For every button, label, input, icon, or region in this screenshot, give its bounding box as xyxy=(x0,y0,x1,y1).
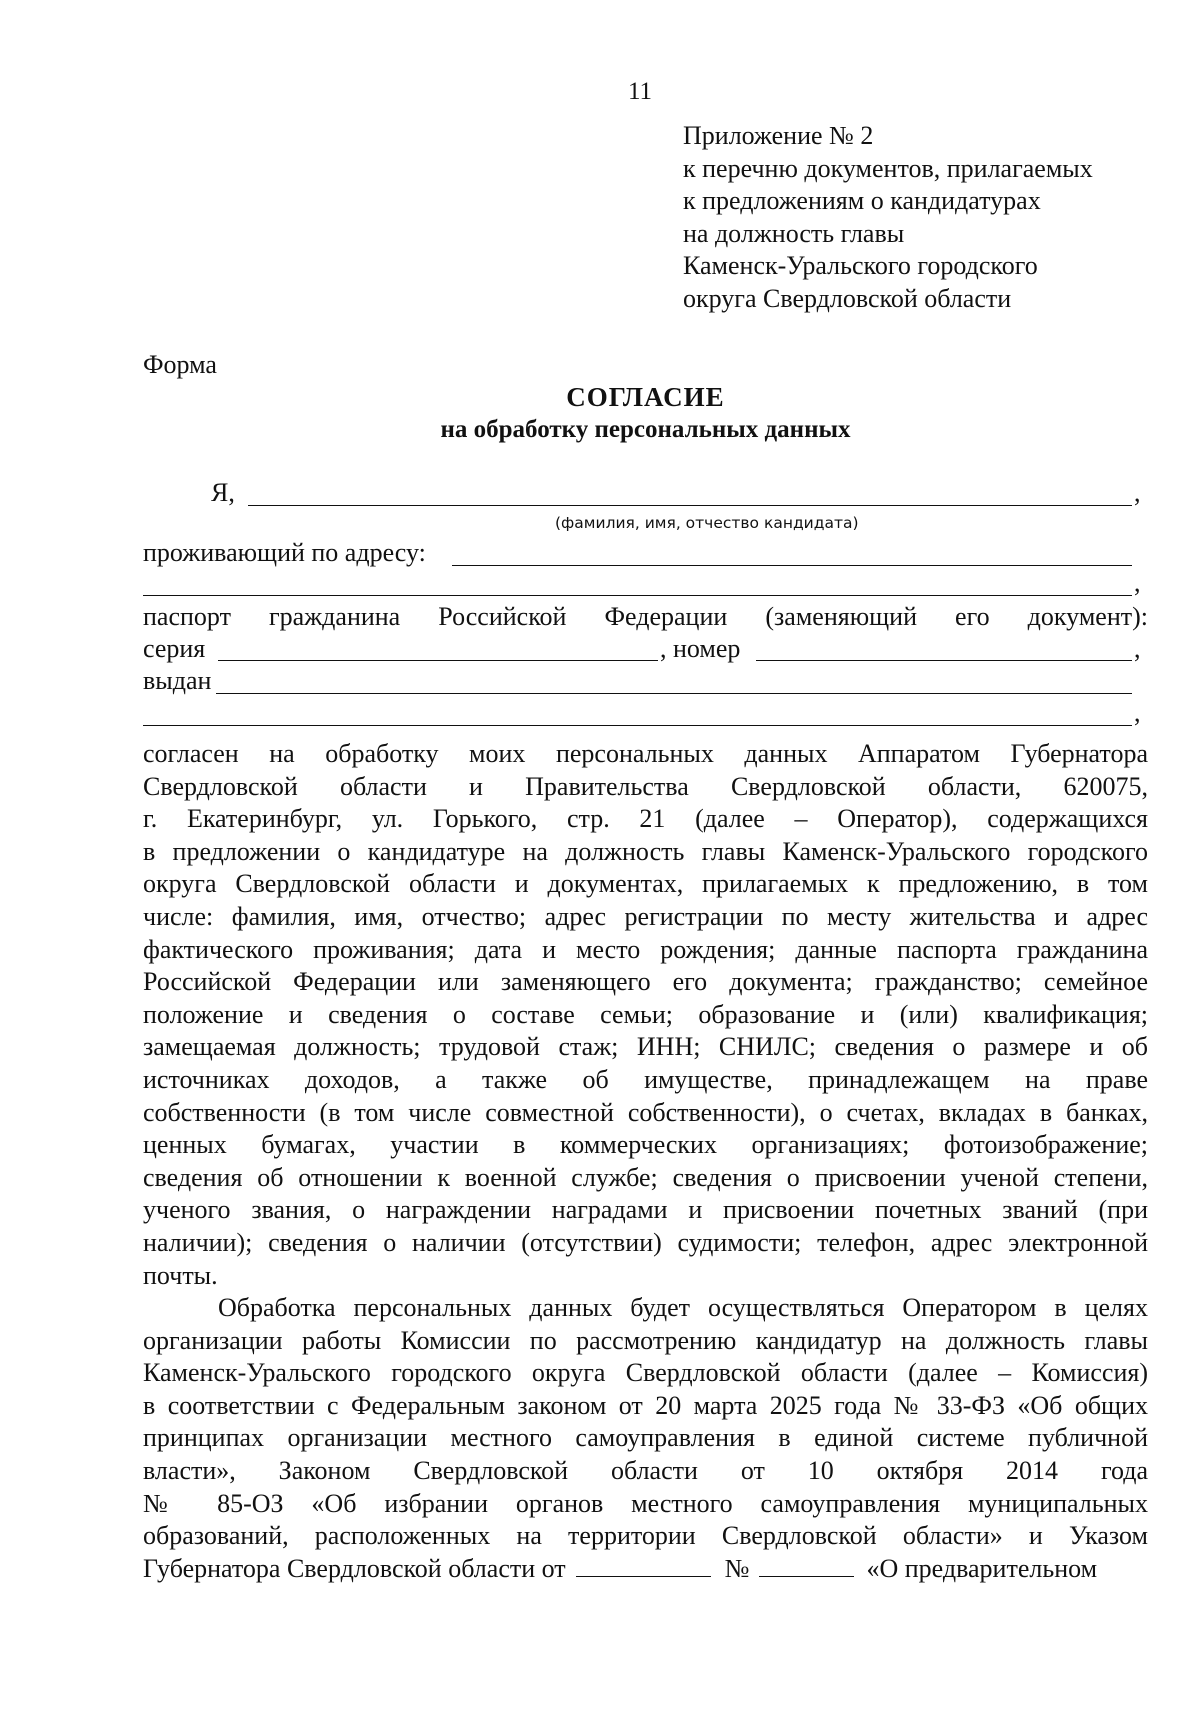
comma: , xyxy=(1134,698,1141,727)
number-label: , номер xyxy=(660,634,741,663)
last-line-part-b: № xyxy=(724,1553,750,1583)
form-label: Форма xyxy=(143,350,217,379)
body-line: организации работы Комиссии по рассмотрению кандидатур на должность главы xyxy=(143,1325,1148,1355)
ya-label: Я, xyxy=(211,478,235,507)
body-line: принципах организации местного самоуправления в единой системе публичной xyxy=(143,1423,1148,1453)
issued-blank-line-2[interactable] xyxy=(143,725,1132,726)
annex-line: к предложениям о кандидатурах xyxy=(683,186,1041,215)
body-line: ученого звания, о награждении наградами и присвоении почетных званий (при xyxy=(143,1195,1148,1225)
comma: , xyxy=(1134,634,1141,663)
last-line-part-a: Губернатора Свердловской области от xyxy=(143,1553,566,1583)
document-title: СОГЛАСИЕ xyxy=(566,382,725,412)
body-line: в соответствии с Федеральным законом от 20 марта 2025 года № 33-ФЗ «Об общих xyxy=(143,1390,1148,1420)
series-label: серия xyxy=(143,634,206,663)
annex-line: Приложение № 2 xyxy=(683,121,874,150)
body-line: власти», Законом Свердловской области от 10 октября 2014 года xyxy=(143,1456,1148,1486)
last-line-part-c: «О предварительном xyxy=(866,1553,1098,1583)
series-blank-line[interactable] xyxy=(218,660,658,661)
body-line: в предложении о кандидатуре на должность главы Каменск-Уральского городского xyxy=(143,836,1148,866)
body-line: сведения об отношении к военной службе; сведения о присвоении ученой степени, xyxy=(143,1162,1148,1192)
passport-label: паспорт гражданина Российской Федерации (заменяющий его документ): xyxy=(143,602,1148,631)
annex-line: Каменск-Уральского городского xyxy=(683,251,1038,280)
address-label: проживающий по адресу: xyxy=(143,538,426,567)
body-line: образований, расположенных на территории Свердловской области» и Указом xyxy=(143,1521,1148,1551)
body-line: Российской Федерации или заменяющего его документа; гражданство; семейное xyxy=(143,967,1148,997)
body-line: Каменск-Уральского городского округа Свердловской области (далее – Комиссия) xyxy=(143,1358,1148,1388)
address-blank-line[interactable] xyxy=(452,565,1132,566)
body-line: Свердловской области и Правительства Свердловской области, 620075, xyxy=(143,771,1148,801)
annex-line: округа Свердловской области xyxy=(683,283,1012,313)
body-line: № 85-ОЗ «Об избрании органов местного самоуправления муниципальных xyxy=(143,1488,1148,1518)
address-blank-line-2[interactable] xyxy=(143,595,1132,596)
body-line: собственности (в том числе совместной собственности), о счетах, вкладах в банках, xyxy=(143,1097,1148,1127)
decree-date-blank[interactable] xyxy=(576,1554,711,1577)
body-line: согласен на обработку моих персональных данных Аппаратом Губернатора xyxy=(143,739,1148,768)
body-line: источниках доходов, а также об имуществе, принадлежащем на праве xyxy=(143,1064,1148,1094)
issued-blank-line[interactable] xyxy=(216,693,1132,694)
body-line: ценных бумагах, участии в коммерческих организациях; фотоизображение; xyxy=(143,1130,1148,1160)
body-line: фактического проживания; дата и место рождения; данные паспорта гражданина xyxy=(143,934,1148,964)
annex-line: на должность главы xyxy=(683,218,905,248)
number-blank-line[interactable] xyxy=(756,660,1132,661)
fio-blank-line[interactable] xyxy=(248,505,1132,506)
consent-body xyxy=(143,738,1148,1585)
page-number: 11 xyxy=(627,78,653,105)
body-line: г. Екатеринбург, ул. Горького, стр. 21 (далее – Оператор), содержащихся xyxy=(143,804,1148,834)
annex-line: к перечню документов, прилагаемых xyxy=(683,153,1093,183)
fio-caption: (фамилия, имя, отчество кандидата) xyxy=(555,514,859,532)
annex-header xyxy=(683,120,1163,315)
body-line: почты. xyxy=(143,1260,218,1290)
comma: , xyxy=(1134,478,1141,507)
body-line: Обработка персональных данных будет осуществляться Оператором в целях xyxy=(218,1293,1148,1323)
comma: , xyxy=(1134,568,1141,597)
issued-label: выдан xyxy=(143,666,212,695)
body-line: наличии); сведения о наличии (отсутствии) судимости; телефон, адрес электронной xyxy=(143,1227,1148,1257)
body-line: положение и сведения о составе семьи; образование и (или) квалификация; xyxy=(143,999,1148,1029)
decree-number-blank[interactable] xyxy=(759,1554,854,1577)
body-line: числе: фамилия, имя, отчество; адрес регистрации по месту жительства и адрес xyxy=(143,901,1148,931)
document-subtitle: на обработку персональных данных xyxy=(440,416,851,443)
body-line: замещаемая должность; трудовой стаж; ИНН; СНИЛС; сведения о размере и об xyxy=(143,1032,1148,1062)
body-line: округа Свердловской области и документах, прилагаемых к предложению, в том xyxy=(143,869,1148,899)
body-last-line xyxy=(143,1553,1148,1586)
